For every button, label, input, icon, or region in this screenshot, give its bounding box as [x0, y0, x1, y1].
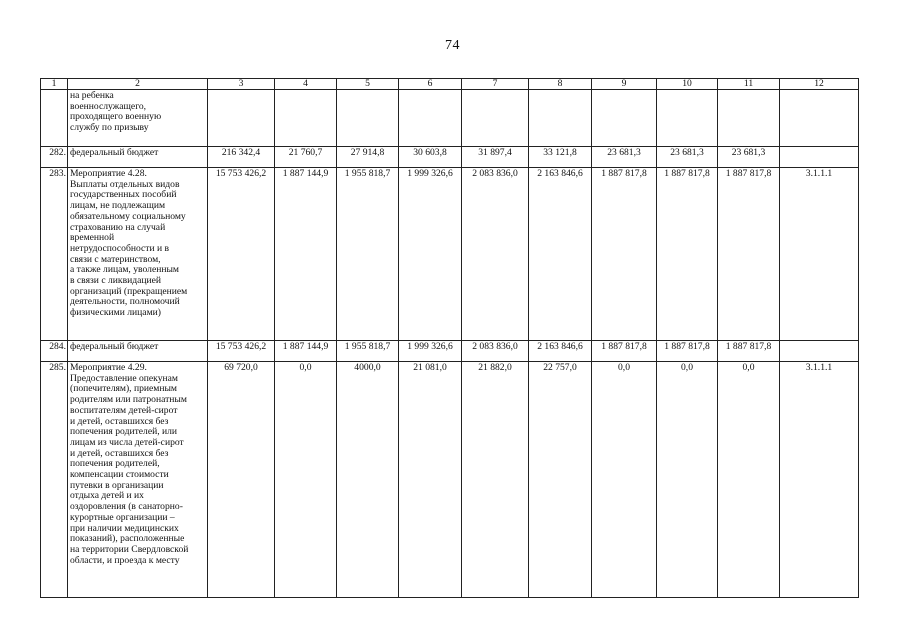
- value-cell: 21 882,0: [462, 362, 529, 598]
- row-number: 285.: [41, 362, 68, 598]
- row-name-line: федеральный бюджет: [70, 147, 159, 158]
- value-cell: 1 955 818,7: [337, 341, 399, 362]
- value-cell: [462, 90, 529, 147]
- value-cell: 216 342,4: [208, 147, 275, 168]
- value-cell: 0,0: [657, 362, 718, 598]
- value-cell: [275, 90, 337, 147]
- table-row: [41, 147, 859, 168]
- value-cell: 1 955 818,7: [337, 168, 399, 341]
- code-cell: [780, 90, 859, 147]
- row-name-line: при наличии медицинских: [70, 522, 179, 534]
- row-name: [68, 341, 208, 362]
- value-cell: 23 681,3: [657, 147, 718, 168]
- value-cell: 15 753 426,2: [208, 168, 275, 341]
- value-cell: 27 914,8: [337, 147, 399, 168]
- row-name-line: лицам из числа детей-сирот: [70, 436, 184, 448]
- value-cell: 1 887 817,8: [657, 341, 718, 362]
- value-cell: 21 081,0: [399, 362, 462, 598]
- row-name-line: в связи с ликвидацией: [70, 275, 162, 287]
- column-number-row: [41, 79, 859, 90]
- table-row: [41, 362, 859, 598]
- code-cell: [780, 147, 859, 168]
- value-cell: 1 887 817,8: [592, 341, 657, 362]
- row-name: [68, 90, 208, 147]
- row-name-line: связи с материнством,: [70, 253, 161, 265]
- row-name-line: и детей, оставшихся без: [70, 447, 169, 459]
- value-cell: 1 887 817,8: [592, 168, 657, 341]
- column-number-4: 4: [275, 79, 337, 90]
- column-number-9: 9: [592, 79, 657, 90]
- row-name: [68, 362, 208, 598]
- row-name-line: Предоставление опекунам: [70, 372, 178, 384]
- row-name-line: и детей, оставшихся без: [70, 415, 169, 427]
- row-name-line: попечения родителей, или: [70, 426, 178, 438]
- value-cell: 2 163 846,6: [529, 341, 592, 362]
- row-name-line: отдыха детей и их: [70, 490, 144, 502]
- row-name-line: физическими лицами): [70, 307, 161, 319]
- row-name-line: на ребенка: [70, 90, 114, 101]
- value-cell: 21 760,7: [275, 147, 337, 168]
- column-number-1: 1: [41, 79, 68, 90]
- row-name-line: компенсации стоимости: [70, 469, 169, 481]
- value-cell: 1 887 144,9: [275, 168, 337, 341]
- column-number-2: 2: [68, 79, 208, 90]
- value-cell: [399, 90, 462, 147]
- budget-table: [40, 78, 859, 598]
- row-name-line: показаний), расположенные: [70, 533, 185, 545]
- row-name-line: путевки в организации: [70, 479, 164, 491]
- column-number-8: 8: [529, 79, 592, 90]
- row-name-line: деятельности, полномочий: [70, 296, 180, 308]
- value-cell: 1 887 817,8: [718, 341, 780, 362]
- value-cell: 22 757,0: [529, 362, 592, 598]
- row-number: 284.: [41, 341, 68, 362]
- value-cell: 0,0: [592, 362, 657, 598]
- row-name-line: попечения родителей,: [70, 458, 160, 470]
- row-name-line: федеральный бюджет: [70, 341, 159, 352]
- value-cell: 2 163 846,6: [529, 168, 592, 341]
- value-cell: 33 121,8: [529, 147, 592, 168]
- value-cell: 31 897,4: [462, 147, 529, 168]
- row-name-line: нетрудоспособности и в: [70, 242, 170, 254]
- value-cell: 69 720,0: [208, 362, 275, 598]
- row-name-line: родителям или патронатным: [70, 394, 187, 406]
- row-name-line: на территории Свердловской: [70, 543, 189, 555]
- value-cell: 0,0: [718, 362, 780, 598]
- row-name-line: оздоровления (в санаторно-: [70, 501, 183, 513]
- row-name-line: обязательному социальному: [70, 210, 186, 222]
- row-name-line: организаций (прекращением: [70, 285, 188, 297]
- column-number-12: 12: [780, 79, 859, 90]
- value-cell: 2 083 836,0: [462, 341, 529, 362]
- column-number-5: 5: [337, 79, 399, 90]
- column-number-7: 7: [462, 79, 529, 90]
- value-cell: 30 603,8: [399, 147, 462, 168]
- value-cell: 1 999 326,6: [399, 341, 462, 362]
- row-number: 283.: [41, 168, 68, 341]
- value-cell: [337, 90, 399, 147]
- column-number-10: 10: [657, 79, 718, 90]
- row-name-line: страхованию на случай: [70, 221, 166, 233]
- value-cell: 1 887 817,8: [657, 168, 718, 341]
- value-cell: 1 999 326,6: [399, 168, 462, 341]
- row-number: 282.: [41, 147, 68, 168]
- value-cell: [529, 90, 592, 147]
- row-name-line: воспитателям детей-сирот: [70, 404, 178, 416]
- value-cell: 4000,0: [337, 362, 399, 598]
- row-name-line: лицам, не подлежащим: [70, 200, 166, 212]
- row-name: [68, 168, 208, 341]
- row-name-line: государственных пособий: [70, 189, 177, 201]
- row-name-line: проходящего военную: [70, 111, 162, 123]
- code-cell: 3.1.1.1: [780, 362, 859, 598]
- value-cell: 2 083 836,0: [462, 168, 529, 341]
- column-number-3: 3: [208, 79, 275, 90]
- row-name-line: военнослужащего,: [70, 100, 147, 112]
- table-row: [41, 168, 859, 341]
- row-name-line: области, и проезда к месту: [70, 554, 180, 566]
- row-number: [41, 90, 68, 147]
- row-name-line: службу по призыву: [70, 122, 149, 134]
- value-cell: 23 681,3: [718, 147, 780, 168]
- value-cell: [592, 90, 657, 147]
- row-name-line: временной: [70, 232, 115, 244]
- column-number-6: 6: [399, 79, 462, 90]
- row-name-line: Мероприятие 4.29.: [70, 362, 147, 373]
- table-row: [41, 341, 859, 362]
- row-name-line: курортные организации –: [70, 511, 175, 523]
- row-name-line: (попечителям), приемным: [70, 383, 177, 395]
- table-row: [41, 90, 859, 147]
- row-name-line: а также лицам, уволенным: [70, 264, 179, 276]
- value-cell: [718, 90, 780, 147]
- value-cell: 15 753 426,2: [208, 341, 275, 362]
- value-cell: 0,0: [275, 362, 337, 598]
- page-number: 74: [445, 38, 460, 53]
- value-cell: 1 887 817,8: [718, 168, 780, 341]
- column-number-11: 11: [718, 79, 780, 90]
- row-name-line: Выплаты отдельных видов: [70, 178, 180, 190]
- code-cell: [780, 341, 859, 362]
- value-cell: [208, 90, 275, 147]
- value-cell: [657, 90, 718, 147]
- value-cell: 23 681,3: [592, 147, 657, 168]
- value-cell: 1 887 144,9: [275, 341, 337, 362]
- row-name-line: Мероприятие 4.28.: [70, 168, 147, 179]
- row-name: [68, 147, 208, 168]
- code-cell: 3.1.1.1: [780, 168, 859, 341]
